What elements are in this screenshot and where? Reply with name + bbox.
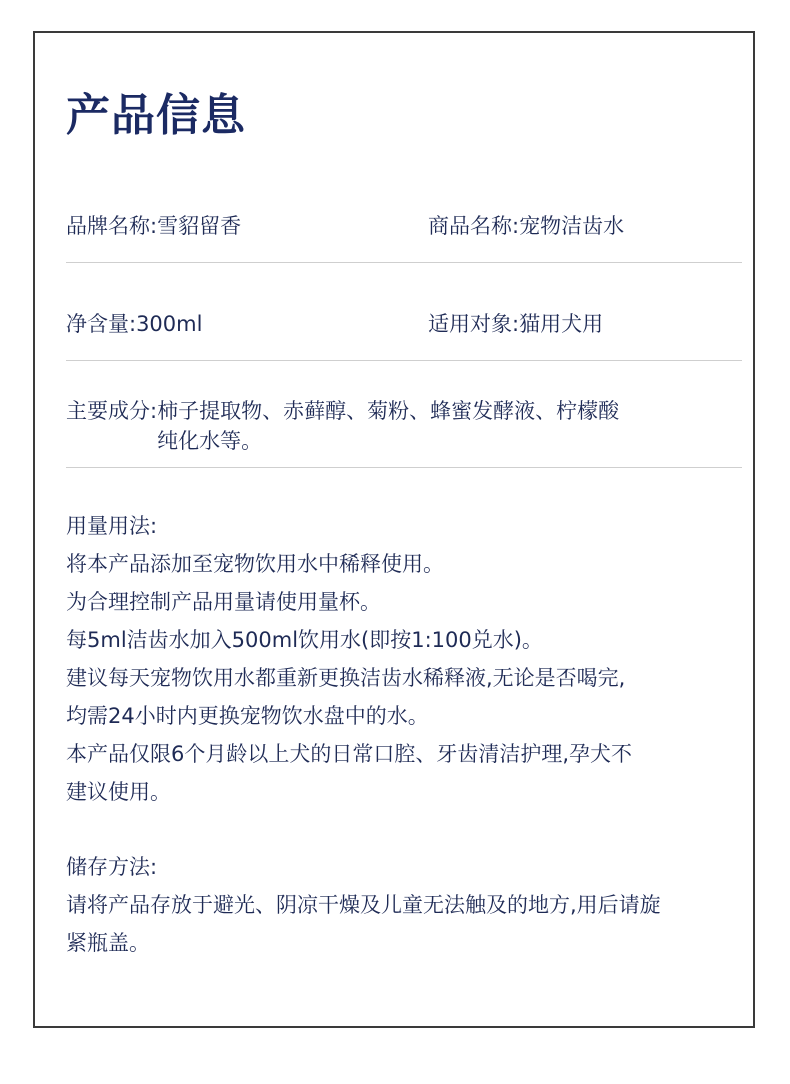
ingredients (66, 396, 697, 456)
ingredients-text (157, 396, 697, 456)
usage-heading: 用量用法: (66, 514, 158, 538)
storage-line: 请将产品存放于避光、阴凉干燥及儿童无法触及的地方,用后请旋 (66, 893, 661, 917)
ingredients-label: 主要成分: (66, 399, 158, 423)
storage-section (66, 848, 742, 962)
usage-line: 建议每天宠物饮用水都重新更换洁齿水稀释液,无论是否喝完, (66, 666, 626, 690)
net-content: 净含量:300ml (66, 312, 203, 336)
usage-line: 本产品仅限6个月龄以上犬的日常口腔、牙齿清洁护理,孕犬不 (66, 742, 633, 766)
storage-heading: 储存方法: (66, 855, 158, 879)
usage-line: 为合理控制产品用量请使用量杯。 (66, 590, 381, 614)
storage-line: 紧瓶盖。 (66, 931, 150, 955)
divider (66, 467, 742, 468)
usage-line: 每5ml洁齿水加入500ml饮用水(即按1:100兑水)。 (66, 628, 543, 652)
divider (66, 262, 742, 263)
divider (66, 360, 742, 361)
page-title: 产品信息 (66, 90, 246, 141)
usage-line: 均需24小时内更换宠物饮水盘中的水。 (66, 704, 429, 728)
product-name: 商品名称:宠物洁齿水 (428, 214, 625, 238)
target-pets: 适用对象:猫用犬用 (428, 312, 604, 336)
ingredients-line: 柿子提取物、赤藓醇、菊粉、蜂蜜发酵液、柠檬酸 (157, 399, 620, 423)
brand-name: 品牌名称:雪貂留香 (66, 214, 242, 238)
usage-line: 将本产品添加至宠物饮用水中稀释使用。 (66, 552, 444, 576)
usage-section (66, 507, 742, 811)
usage-line: 建议使用。 (66, 780, 171, 804)
ingredients-line: 纯化水等。 (157, 429, 263, 453)
